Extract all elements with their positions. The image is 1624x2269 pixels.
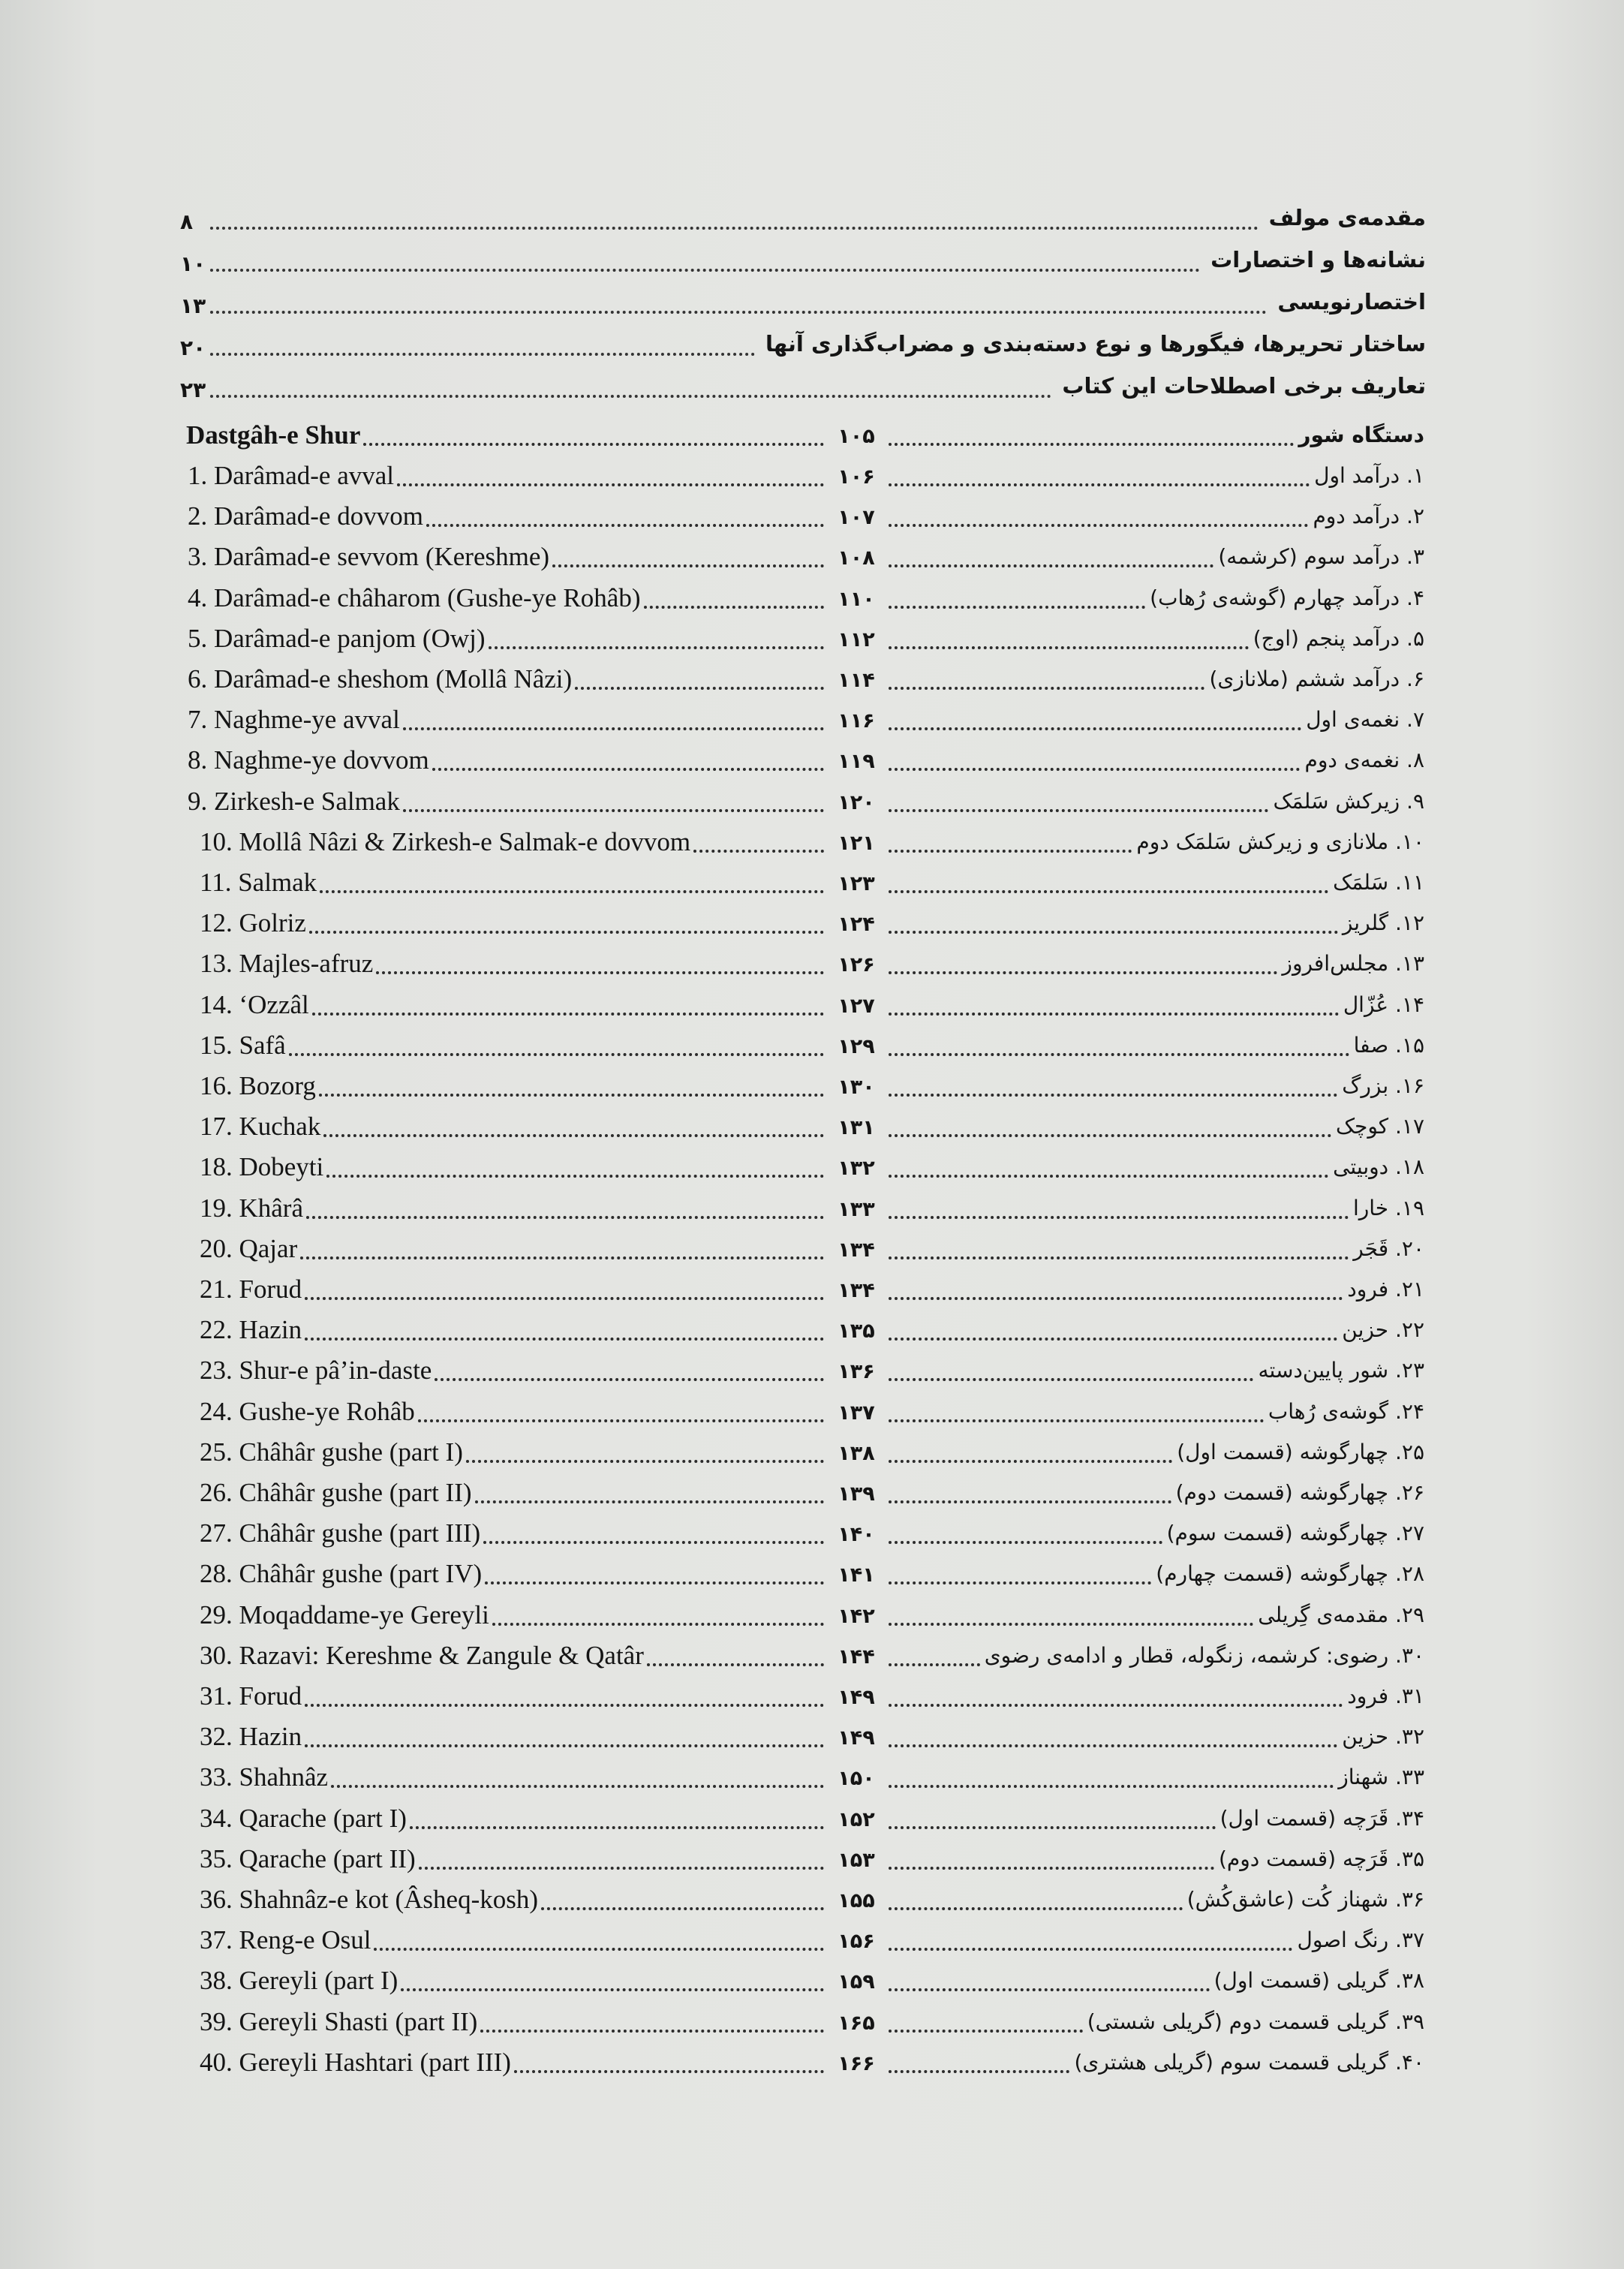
dot-leader bbox=[312, 1013, 824, 1016]
item-title-en: 9. Zirkesh-e Salmak bbox=[188, 787, 400, 816]
item-title-en: 11. Salmak bbox=[200, 868, 317, 897]
contents-row bbox=[0, 1922, 1624, 1963]
dot-leader bbox=[889, 1541, 1162, 1544]
item-title-en: 10. Mollâ Nâzi & Zirkesh-e Salmak-e dovvom bbox=[200, 827, 691, 856]
contents-row bbox=[0, 1190, 1624, 1231]
item-title-en: 12. Golriz bbox=[200, 908, 306, 937]
dot-leader bbox=[889, 1256, 1349, 1259]
item-title-fa: ۲۸. چهارگوشه (قسمت چهارم) bbox=[1156, 1561, 1424, 1586]
item-page-number: ۱۲۹ bbox=[838, 1035, 875, 1058]
dot-leader bbox=[300, 1256, 824, 1259]
dot-leader bbox=[319, 1094, 824, 1097]
dot-leader bbox=[403, 809, 824, 812]
contents-row bbox=[0, 1678, 1624, 1719]
item-page-number: ۱۲۷ bbox=[838, 995, 875, 1018]
item-title-fa: ۱. درآمد اول bbox=[1314, 463, 1424, 488]
dot-leader bbox=[889, 727, 1301, 730]
item-page-number: ۱۱۴ bbox=[838, 669, 875, 692]
item-page-number: ۱۵۶ bbox=[838, 1930, 875, 1953]
dot-leader bbox=[889, 2030, 1083, 2033]
dot-leader bbox=[320, 890, 824, 893]
contents-row bbox=[0, 580, 1624, 621]
item-title-fa: ۳۰. رضوی: کرشمه، زنگوله، قطار و ادامه‌ی رضوی bbox=[984, 1643, 1424, 1668]
dot-leader bbox=[889, 890, 1328, 893]
dot-leader bbox=[889, 524, 1308, 527]
dot-leader bbox=[889, 1826, 1216, 1829]
item-title-fa: ۱۲. گلریز bbox=[1342, 910, 1424, 935]
dot-leader bbox=[419, 1867, 824, 1870]
item-title-en: 40. Gereyli Hashtari (part III) bbox=[200, 2048, 511, 2077]
item-title-fa: ۲۹. مقدمه‌ی گِریلی bbox=[1258, 1602, 1424, 1627]
dot-leader bbox=[889, 1378, 1253, 1381]
item-page-number: ۱۳۸ bbox=[838, 1442, 875, 1465]
item-title-fa: ۲۱. فرود bbox=[1347, 1277, 1424, 1302]
dot-leader bbox=[410, 1826, 824, 1829]
item-title-fa: ۱۴. عُزّال bbox=[1343, 992, 1424, 1017]
preface-title: نشانه‌ها و اختصارات bbox=[1210, 247, 1426, 272]
dot-leader bbox=[889, 1013, 1339, 1016]
dot-leader bbox=[210, 227, 1259, 230]
dot-leader bbox=[435, 1378, 824, 1381]
dot-leader bbox=[418, 1419, 824, 1422]
dot-leader bbox=[363, 443, 824, 446]
dot-leader bbox=[889, 1175, 1328, 1178]
item-page-number: ۱۰۷ bbox=[838, 506, 875, 529]
preface-list bbox=[180, 201, 1426, 411]
preface-page-number: ۲۰ bbox=[180, 336, 206, 360]
dot-leader bbox=[889, 1663, 980, 1666]
contents-row bbox=[0, 946, 1624, 986]
item-title-fa: ۳۷. رنگ اصول bbox=[1297, 1927, 1424, 1952]
contents-row bbox=[0, 1801, 1624, 1841]
contents-row bbox=[0, 1882, 1624, 1922]
dot-leader bbox=[210, 269, 1200, 272]
preface-page-number: ۲۳ bbox=[180, 378, 206, 402]
dot-leader bbox=[480, 2030, 824, 2033]
item-page-number: ۱۲۳ bbox=[838, 872, 875, 895]
dot-leader bbox=[485, 1581, 824, 1584]
dot-leader bbox=[306, 1216, 824, 1219]
item-title-fa: ۴۰. گریلی قسمت سوم (گریلی هشتری) bbox=[1074, 2050, 1424, 2075]
item-page-number: ۱۱۶ bbox=[838, 709, 875, 733]
dot-leader bbox=[889, 1704, 1343, 1707]
item-page-number: ۱۱۰ bbox=[838, 588, 875, 611]
item-title-en: 19. Khârâ bbox=[200, 1193, 304, 1223]
dot-leader bbox=[326, 1175, 824, 1178]
dot-leader bbox=[889, 1460, 1172, 1463]
item-title-en: 8. Naghme-ye dovvom bbox=[188, 745, 429, 775]
item-title-fa: ۱۵. صفا bbox=[1353, 1033, 1424, 1058]
item-title-en: 37. Reng-e Osul bbox=[200, 1925, 371, 1955]
item-title-en: 3. Darâmad-e sevvom (Kereshme) bbox=[188, 542, 550, 571]
item-page-number: ۱۳۳ bbox=[838, 1198, 875, 1221]
section-title-en: Dastgâh-e Shur bbox=[186, 420, 361, 450]
contents-row bbox=[0, 1149, 1624, 1190]
item-title-fa: ۶. درآمد ششم (ملانازی) bbox=[1209, 667, 1424, 691]
dot-leader bbox=[889, 1216, 1349, 1219]
item-title-en: 26. Châhâr gushe (part II) bbox=[200, 1478, 472, 1507]
item-title-fa: ۳۸. گریلی (قسمت اول) bbox=[1213, 1968, 1424, 1993]
item-page-number: ۱۵۲ bbox=[838, 1808, 875, 1831]
contents-row bbox=[0, 498, 1624, 539]
item-page-number: ۱۳۹ bbox=[838, 1482, 875, 1506]
item-page-number: ۱۱۹ bbox=[838, 750, 875, 773]
preface-entry bbox=[180, 369, 1426, 411]
preface-title: مقدمه‌ی مولف bbox=[1268, 205, 1426, 230]
item-page-number: ۱۴۹ bbox=[838, 1726, 875, 1750]
item-title-en: 34. Qarache (part I) bbox=[200, 1804, 407, 1833]
item-title-fa: ۱۷. کوچک bbox=[1335, 1114, 1424, 1139]
item-title-fa: ۱۳. مجلس‌افروز bbox=[1282, 951, 1424, 976]
contents-row bbox=[0, 1638, 1624, 1678]
dot-leader bbox=[889, 1338, 1337, 1341]
dot-leader bbox=[289, 1053, 824, 1056]
contents-row bbox=[0, 1556, 1624, 1596]
item-page-number: ۱۴۱ bbox=[838, 1563, 875, 1587]
item-page-number: ۱۰۸ bbox=[838, 546, 875, 570]
dot-leader bbox=[401, 1988, 824, 1991]
item-title-fa: ۲۶. چهارگوشه (قسمت دوم) bbox=[1175, 1480, 1424, 1505]
dot-leader bbox=[889, 564, 1213, 567]
dot-leader bbox=[889, 2070, 1069, 2073]
item-page-number: ۱۲۱ bbox=[838, 832, 875, 855]
preface-page-number: ۱۰ bbox=[180, 251, 206, 276]
preface-title: ساختار تحریرها، فیگورها و نوع دسته‌بندی و مضراب‌گذاری آنها bbox=[765, 331, 1426, 357]
item-page-number: ۱۶۶ bbox=[838, 2052, 875, 2075]
item-title-fa: ۴. درآمد چهارم (گوشه‌ی رُهاب) bbox=[1150, 585, 1424, 610]
item-title-en: 22. Hazin bbox=[200, 1315, 302, 1344]
contents-row bbox=[0, 1068, 1624, 1109]
item-title-fa: ۳۹. گریلی قسمت دوم (گریلی شستی) bbox=[1087, 2009, 1424, 2034]
item-title-fa: ۱۹. خارا bbox=[1352, 1196, 1424, 1220]
item-page-number: ۱۴۴ bbox=[838, 1645, 875, 1669]
item-title-fa: ۱۰. ملانازی و زیرکش سَلمَک دوم bbox=[1136, 829, 1424, 854]
item-title-en: 17. Kuchak bbox=[200, 1112, 321, 1141]
contents-row bbox=[0, 2045, 1624, 2085]
dot-leader bbox=[403, 727, 824, 730]
dot-leader bbox=[889, 443, 1294, 446]
item-page-number: ۱۴۹ bbox=[838, 1686, 875, 1709]
dot-leader bbox=[889, 931, 1338, 934]
item-page-number: ۱۳۴ bbox=[838, 1238, 875, 1262]
contents-row bbox=[0, 1841, 1624, 1882]
item-title-en: 20. Qajar bbox=[200, 1234, 298, 1263]
item-page-number: ۱۴۲ bbox=[838, 1605, 875, 1628]
contents-row bbox=[0, 1597, 1624, 1638]
contents-row bbox=[0, 1353, 1624, 1393]
item-page-number: ۱۳۲ bbox=[838, 1157, 875, 1180]
item-title-fa: ۳۱. فرود bbox=[1347, 1684, 1424, 1708]
item-page-number: ۱۶۵ bbox=[838, 2012, 875, 2035]
section-page-number: ۱۰۵ bbox=[838, 425, 875, 448]
dot-leader bbox=[889, 850, 1132, 853]
item-title-fa: ۱۸. دوبیتی bbox=[1333, 1154, 1424, 1179]
dot-leader bbox=[889, 1419, 1264, 1422]
contents-row bbox=[0, 824, 1624, 865]
dot-leader bbox=[374, 1948, 824, 1951]
contents-row bbox=[0, 702, 1624, 742]
preface-page-number: ۸ bbox=[180, 209, 194, 234]
item-page-number: ۱۲۴ bbox=[838, 913, 875, 936]
dot-leader bbox=[889, 687, 1204, 690]
item-title-fa: ۲۴. گوشه‌ی رُهاب bbox=[1268, 1399, 1424, 1424]
item-title-fa: ۲۳. شور پایین‌دسته bbox=[1258, 1358, 1424, 1383]
dot-leader bbox=[305, 1297, 824, 1300]
preface-entry bbox=[180, 243, 1426, 285]
contents-row bbox=[0, 1271, 1624, 1312]
dot-leader bbox=[309, 931, 824, 934]
item-title-en: 32. Hazin bbox=[200, 1722, 302, 1751]
dot-leader bbox=[397, 483, 824, 486]
dot-leader bbox=[210, 353, 755, 356]
contents-row bbox=[0, 1028, 1624, 1068]
dot-leader bbox=[492, 1623, 824, 1626]
dot-leader bbox=[575, 687, 824, 690]
contents-row bbox=[0, 1231, 1624, 1271]
item-page-number: ۱۳۱ bbox=[838, 1116, 875, 1139]
item-page-number: ۱۳۰ bbox=[838, 1076, 875, 1099]
item-title-en: 27. Châhâr gushe (part III) bbox=[200, 1518, 481, 1548]
item-title-fa: ۳۵. قَرَچه (قسمت دوم) bbox=[1218, 1846, 1424, 1871]
item-title-fa: ۱۱. سَلمَک bbox=[1333, 870, 1424, 895]
preface-entry bbox=[180, 327, 1426, 369]
contents-row bbox=[0, 2004, 1624, 2045]
item-title-en: 15. Safâ bbox=[200, 1031, 286, 1060]
item-page-number: ۱۵۹ bbox=[838, 1970, 875, 1994]
item-title-fa: ۲. درآمد دوم bbox=[1313, 504, 1424, 528]
dot-leader bbox=[466, 1460, 824, 1463]
item-title-en: 13. Majles-afruz bbox=[200, 949, 374, 978]
item-title-fa: ۳۴. قَرَچه (قسمت اول) bbox=[1220, 1806, 1424, 1831]
item-title-fa: ۲۷. چهارگوشه (قسمت سوم) bbox=[1166, 1521, 1424, 1545]
contents-row bbox=[0, 905, 1624, 946]
item-page-number: ۱۴۰ bbox=[838, 1523, 875, 1546]
contents-row bbox=[0, 1719, 1624, 1759]
item-title-fa: ۳۲. حزین bbox=[1342, 1724, 1424, 1749]
dot-leader bbox=[889, 1500, 1171, 1503]
dot-leader bbox=[541, 1907, 824, 1910]
item-page-number: ۱۲۰ bbox=[838, 791, 875, 814]
dot-leader bbox=[426, 524, 824, 527]
dot-leader bbox=[889, 1623, 1253, 1626]
item-page-number: ۱۰۶ bbox=[838, 465, 875, 489]
dot-leader bbox=[432, 768, 824, 771]
preface-entry bbox=[180, 201, 1426, 243]
contents-row bbox=[0, 865, 1624, 905]
dot-leader bbox=[305, 1704, 824, 1707]
item-title-en: 14. ‘Ozzâl bbox=[200, 990, 309, 1019]
item-page-number: ۱۲۶ bbox=[838, 953, 875, 977]
dot-leader bbox=[889, 1988, 1210, 1991]
contents-row bbox=[0, 742, 1624, 783]
item-title-en: 25. Châhâr gushe (part I) bbox=[200, 1437, 463, 1467]
item-title-en: 18. Dobeyti bbox=[200, 1152, 324, 1181]
dot-leader bbox=[514, 2070, 824, 2073]
item-title-en: 24. Gushe-ye Rohâb bbox=[200, 1397, 415, 1426]
contents-row bbox=[0, 1475, 1624, 1515]
item-title-en: 35. Qarache (part II) bbox=[200, 1844, 416, 1873]
dot-leader bbox=[331, 1785, 824, 1788]
contents-row bbox=[0, 458, 1624, 498]
dot-leader bbox=[889, 1744, 1337, 1747]
item-title-fa: ۲۲. حزین bbox=[1342, 1317, 1424, 1342]
item-title-en: 5. Darâmad-e panjom (Owj) bbox=[188, 624, 486, 653]
contents-row bbox=[0, 1759, 1624, 1800]
contents-row bbox=[0, 621, 1624, 661]
contents-row bbox=[0, 661, 1624, 702]
dot-leader bbox=[889, 1948, 1292, 1951]
contents-row bbox=[0, 1515, 1624, 1556]
dot-leader bbox=[889, 1785, 1334, 1788]
contents-row bbox=[0, 1434, 1624, 1475]
item-page-number: ۱۳۷ bbox=[838, 1401, 875, 1425]
section-header bbox=[0, 417, 1624, 458]
item-title-fa: ۲۵. چهارگوشه (قسمت اول) bbox=[1177, 1440, 1424, 1464]
contents-row bbox=[0, 1963, 1624, 2003]
item-page-number: ۱۳۵ bbox=[838, 1320, 875, 1343]
dot-leader bbox=[889, 1297, 1343, 1300]
item-page-number: ۱۵۵ bbox=[838, 1889, 875, 1912]
preface-page-number: ۱۳ bbox=[180, 293, 206, 318]
item-title-fa: ۳۶. شهناز کُت (عاشق‌کُش) bbox=[1186, 1887, 1424, 1912]
dot-leader bbox=[889, 1907, 1183, 1910]
dot-leader bbox=[552, 564, 824, 567]
contents-row bbox=[0, 539, 1624, 579]
item-title-en: 28. Châhâr gushe (part IV) bbox=[200, 1559, 483, 1588]
dot-leader bbox=[889, 768, 1300, 771]
item-title-en: 23. Shur-e pâ’in-daste bbox=[200, 1356, 432, 1385]
item-title-fa: ۵. درآمد پنجم (اوج) bbox=[1253, 626, 1424, 651]
item-title-fa: ۹. زیرکش سَلمَک bbox=[1273, 789, 1424, 814]
dot-leader bbox=[483, 1541, 824, 1544]
item-page-number: ۱۳۶ bbox=[838, 1360, 875, 1383]
dot-leader bbox=[376, 971, 824, 974]
item-title-en: 6. Darâmad-e sheshom (Mollâ Nâzi) bbox=[188, 664, 573, 694]
dot-leader bbox=[489, 646, 824, 649]
dot-leader bbox=[475, 1500, 824, 1503]
dot-leader bbox=[210, 395, 1051, 398]
dot-leader bbox=[305, 1338, 824, 1341]
item-title-fa: ۸. نغمه‌ی دوم bbox=[1304, 748, 1424, 772]
item-title-fa: ۱۶. بزرگ bbox=[1342, 1073, 1424, 1098]
item-title-fa: ۷. نغمه‌ی اول bbox=[1306, 707, 1424, 732]
section-title-fa: دستگاه شور bbox=[1298, 423, 1424, 447]
dot-leader bbox=[889, 1053, 1349, 1056]
item-title-en: 31. Forud bbox=[200, 1681, 302, 1711]
contents-row bbox=[0, 784, 1624, 824]
dot-leader bbox=[889, 1094, 1337, 1097]
preface-title: اختصارنویسی bbox=[1277, 289, 1426, 314]
item-title-en: 36. Shahnâz-e kot (Âsheq-kosh) bbox=[200, 1885, 539, 1914]
dot-leader bbox=[647, 1663, 824, 1666]
dot-leader bbox=[305, 1744, 824, 1747]
dot-leader bbox=[693, 850, 824, 853]
dot-leader bbox=[889, 971, 1277, 974]
item-title-fa: ۳. درآمد سوم (کرشمه) bbox=[1218, 544, 1424, 569]
item-title-en: 16. Bozorg bbox=[200, 1071, 316, 1100]
item-title-en: 33. Shahnâz bbox=[200, 1762, 329, 1792]
dot-leader bbox=[889, 483, 1310, 486]
contents-row bbox=[0, 987, 1624, 1028]
item-page-number: ۱۱۲ bbox=[838, 628, 875, 652]
preface-entry bbox=[180, 285, 1426, 327]
dot-leader bbox=[210, 311, 1267, 314]
item-title-en: 38. Gereyli (part I) bbox=[200, 1966, 398, 1995]
dot-leader bbox=[889, 1867, 1214, 1870]
item-title-fa: ۲۰. قَجَر bbox=[1353, 1236, 1424, 1261]
dot-leader bbox=[889, 809, 1268, 812]
item-title-en: 7. Naghme-ye avval bbox=[188, 705, 400, 734]
contents-row bbox=[0, 1312, 1624, 1353]
item-title-en: 1. Darâmad-e avval bbox=[188, 461, 394, 490]
dot-leader bbox=[889, 606, 1145, 609]
item-title-en: 21. Forud bbox=[200, 1274, 302, 1304]
item-page-number: ۱۳۴ bbox=[838, 1279, 875, 1302]
item-title-en: 29. Moqaddame-ye Gereyli bbox=[200, 1600, 489, 1630]
item-title-en: 4. Darâmad-e châharom (Gushe-ye Rohâb) bbox=[188, 583, 641, 612]
item-page-number: ۱۵۰ bbox=[838, 1767, 875, 1790]
item-title-en: 30. Razavi: Kereshme & Zangule & Qatâr bbox=[200, 1641, 644, 1670]
dot-leader bbox=[889, 1134, 1331, 1137]
contents-row bbox=[0, 1109, 1624, 1149]
dot-leader bbox=[323, 1134, 824, 1137]
dot-leader bbox=[889, 646, 1249, 649]
contents-row bbox=[0, 1394, 1624, 1434]
dot-leader bbox=[889, 1581, 1151, 1584]
item-page-number: ۱۵۳ bbox=[838, 1849, 875, 1872]
item-title-en: 2. Darâmad-e dovvom bbox=[188, 501, 423, 531]
item-title-en: 39. Gereyli Shasti (part II) bbox=[200, 2007, 478, 2036]
preface-title: تعاریف برخی اصطلاحات این کتاب bbox=[1062, 373, 1426, 399]
dot-leader bbox=[644, 606, 824, 609]
item-title-fa: ۳۳. شهناز bbox=[1338, 1765, 1424, 1789]
